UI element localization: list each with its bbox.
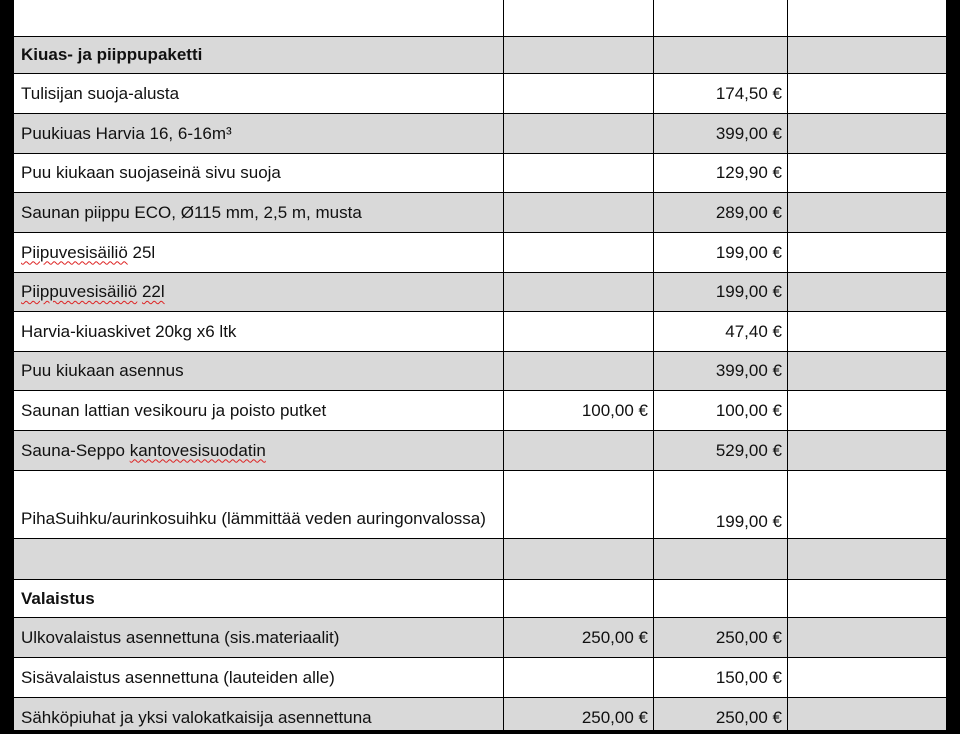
cell[interactable] [14, 0, 504, 37]
section-header-kiuas [14, 37, 947, 74]
item-label[interactable]: Puu kiukaan asennus [14, 352, 504, 391]
item-label[interactable]: Tulisijan suoja-alusta [14, 74, 504, 114]
price-value[interactable]: 250,00 € [654, 618, 788, 658]
table-row [14, 471, 947, 539]
cell[interactable] [788, 471, 947, 539]
price-table [13, 0, 946, 734]
col2-value[interactable]: 100,00 € [504, 391, 654, 431]
spellcheck-word: kantovesisuodatin [129, 440, 266, 460]
cell[interactable] [788, 114, 947, 154]
cell[interactable] [504, 580, 654, 618]
cell[interactable] [788, 391, 947, 431]
cell[interactable] [788, 580, 947, 618]
cell[interactable] [654, 0, 788, 37]
cell[interactable] [788, 74, 947, 114]
spellcheck-word: 22l [141, 282, 165, 301]
cell[interactable] [654, 580, 788, 618]
price-value[interactable]: 199,00 € [654, 233, 788, 273]
col2-value[interactable] [504, 312, 654, 352]
label-rest: 25l [127, 242, 156, 262]
cell[interactable] [788, 352, 947, 391]
item-label[interactable] [14, 233, 504, 273]
cell[interactable] [788, 154, 947, 193]
col2-value[interactable] [504, 352, 654, 391]
price-value[interactable]: 199,00 € [654, 471, 788, 539]
table-row [14, 352, 947, 391]
cell[interactable] [654, 37, 788, 74]
cell[interactable] [788, 37, 947, 74]
section-title[interactable]: Kiuas- ja piippupaketti [14, 37, 504, 74]
item-label[interactable]: Saunan piippu ECO, Ø115 mm, 2,5 m, musta [14, 193, 504, 233]
table-row [14, 658, 947, 698]
price-value[interactable]: 399,00 € [654, 352, 788, 391]
item-label[interactable]: Puukiuas Harvia 16, 6-16m³ [14, 114, 504, 154]
price-value[interactable]: 150,00 € [654, 658, 788, 698]
col2-value[interactable] [504, 658, 654, 698]
price-value[interactable]: 399,00 € [654, 114, 788, 154]
item-label[interactable]: Ulkovalaistus asennettuna (sis.materiaalit) [14, 618, 504, 658]
price-value[interactable]: 129,90 € [654, 154, 788, 193]
window-bottom-edge [0, 730, 960, 734]
cell[interactable] [788, 193, 947, 233]
table-row [14, 233, 947, 273]
table-row [14, 154, 947, 193]
cell[interactable] [788, 698, 947, 734]
cell[interactable] [504, 539, 654, 580]
col2-value[interactable]: 250,00 € [504, 618, 654, 658]
col2-value[interactable] [504, 471, 654, 539]
cell[interactable] [788, 312, 947, 352]
section-title[interactable]: Valaistus [14, 580, 504, 618]
col2-value[interactable] [504, 273, 654, 312]
cell[interactable] [788, 539, 947, 580]
table-row [14, 193, 947, 233]
price-value[interactable]: 174,50 € [654, 74, 788, 114]
table-row-empty [14, 539, 947, 580]
col2-value[interactable] [504, 74, 654, 114]
spellcheck-word: Piippuvesisäiliö [21, 282, 138, 301]
item-label[interactable]: Sähköpiuhat ja yksi valokatkaisija asennettuna [14, 698, 504, 734]
cell[interactable] [788, 618, 947, 658]
table-row [14, 431, 947, 471]
cell[interactable] [654, 539, 788, 580]
table-row [14, 273, 947, 312]
price-value[interactable]: 250,00 € [654, 698, 788, 734]
table-row [14, 74, 947, 114]
item-label[interactable]: Puu kiukaan suojaseinä sivu suoja [14, 154, 504, 193]
spreadsheet [13, 0, 946, 734]
cell[interactable] [788, 233, 947, 273]
section-header-valaistus [14, 580, 947, 618]
price-value[interactable]: 529,00 € [654, 431, 788, 471]
item-label[interactable]: Saunan lattian vesikouru ja poisto putket [14, 391, 504, 431]
cell[interactable] [788, 273, 947, 312]
table-row [14, 698, 947, 734]
cell[interactable] [504, 37, 654, 74]
label-plain: Sauna-Seppo [21, 440, 130, 460]
cell[interactable] [14, 539, 504, 580]
col2-value[interactable] [504, 431, 654, 471]
item-label[interactable] [14, 273, 504, 312]
col2-value[interactable] [504, 114, 654, 154]
col2-value[interactable] [504, 154, 654, 193]
item-label[interactable] [14, 431, 504, 471]
table-row [14, 312, 947, 352]
col2-value[interactable]: 250,00 € [504, 698, 654, 734]
price-value[interactable]: 100,00 € [654, 391, 788, 431]
table-row-empty-top [14, 0, 947, 37]
item-label[interactable]: PihaSuihku/aurinkosuihku (lämmittää veden auringonvalossa) [14, 471, 504, 539]
cell[interactable] [788, 658, 947, 698]
item-label[interactable]: Harvia-kiuaskivet 20kg x6 ltk [14, 312, 504, 352]
cell[interactable] [788, 431, 947, 471]
spellcheck-word: Piipuvesisäiliö [21, 242, 128, 262]
price-value[interactable]: 47,40 € [654, 312, 788, 352]
col2-value[interactable] [504, 233, 654, 273]
col2-value[interactable] [504, 193, 654, 233]
price-value[interactable]: 289,00 € [654, 193, 788, 233]
cell[interactable] [788, 0, 947, 37]
cell[interactable] [504, 0, 654, 37]
table-row [14, 391, 947, 431]
price-value[interactable]: 199,00 € [654, 273, 788, 312]
table-row [14, 618, 947, 658]
item-label[interactable]: Sisävalaistus asennettuna (lauteiden alle) [14, 658, 504, 698]
table-row [14, 114, 947, 154]
